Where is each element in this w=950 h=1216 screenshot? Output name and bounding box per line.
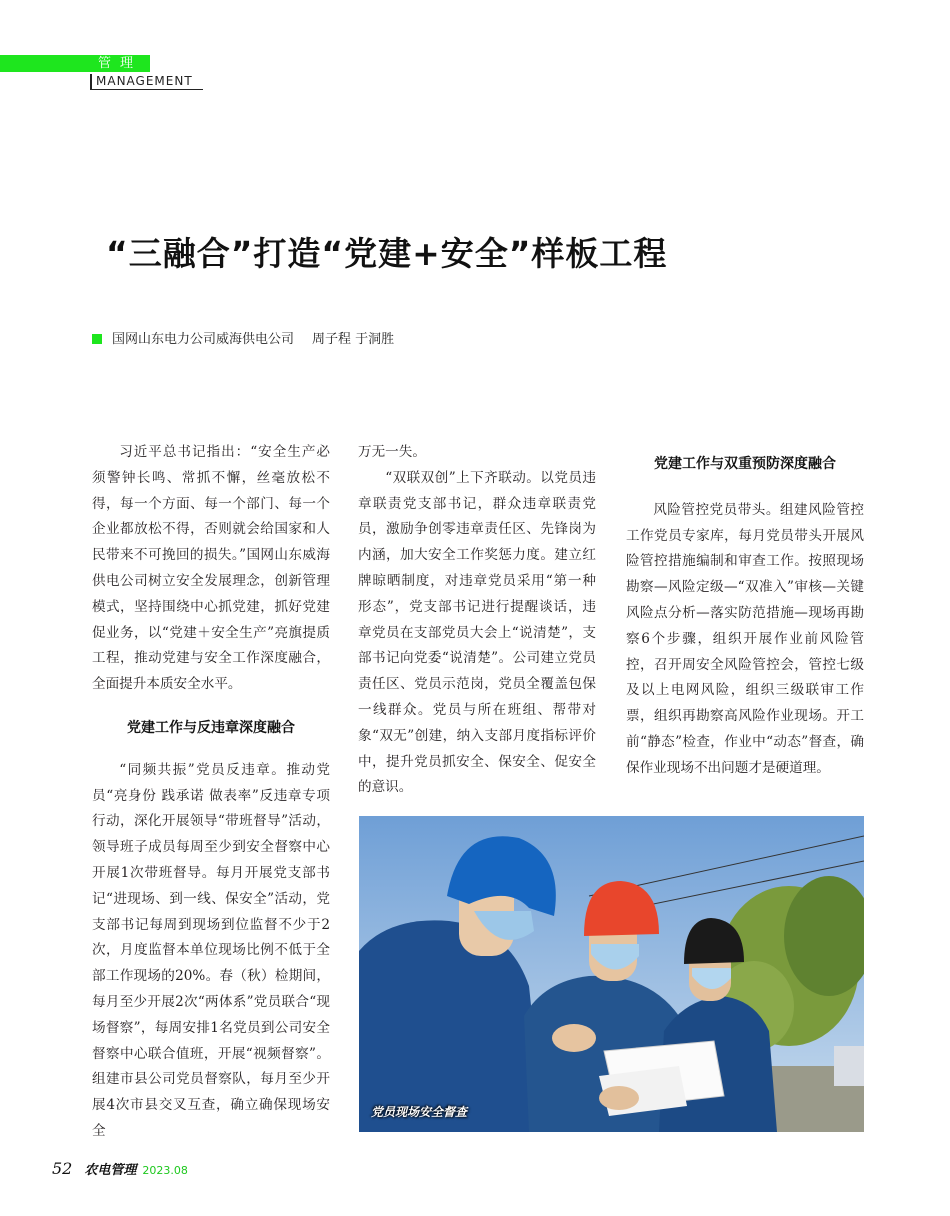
issue-date: 2023.08 bbox=[142, 1164, 188, 1177]
column-2 bbox=[358, 440, 596, 801]
photo-caption: 党员现场安全督查 bbox=[371, 1105, 468, 1119]
page-footer bbox=[52, 1159, 188, 1179]
square-bullet-icon bbox=[92, 334, 102, 344]
paragraph-dual-link: “双联双创”上下齐联动。以党员违章联责党支部书记，群众违章联责党员，激励争创零违章责任区、先锋岗为内涵，加大安全工作奖惩力度。建立红牌晾晒制度，对违章党员采用“第一种形态”，党支部书记进行提醒谈话，违章党员在支部党员大会上“说清楚”，支部书记向党委“说清楚”。公司建立党员责任区、党员示范岗，党员全覆盖包保一线群众。党员与所在班组、帮带对象“双无”创建，纳入支部月度指标评价中，提升党员抓安全、保安全、促安全的意识。 bbox=[358, 469, 596, 796]
article-photo bbox=[359, 816, 864, 1132]
author-organization: 国网山东电力公司威海供电公司 bbox=[112, 332, 295, 347]
column-3 bbox=[626, 440, 864, 782]
paragraph-continued: 万无一失。 bbox=[358, 444, 426, 460]
paragraph-intro: 习近平总书记指出：“安全生产必须警钟长鸣、常抓不懈，丝毫放松不得，每一个方面、每一个部门、每一个企业都放松不得，否则就会给国家和人民带来不可挽回的损失。”国网山东威海供电公司树立安全发展理念，创新管理模式，坚持围绕中心抓党建，抓好党建促业务，以“党建＋安全生产”亮旗提质工程，推动党建与安全工作深度融合，全面提升本质安全水平。 bbox=[92, 444, 330, 693]
section-heading-anti-violation: 党建工作与反违章深度融合 bbox=[127, 719, 295, 736]
workers-inspection-illustration bbox=[359, 816, 864, 1132]
author-names: 周子程 于洞胜 bbox=[312, 332, 395, 347]
article-title: “三融合”打造“党建+安全”样板工程 bbox=[106, 234, 668, 273]
byline bbox=[92, 331, 394, 349]
paragraph-risk-control: 风险管控党员带头。组建风险管控工作党员专家库，每月党员带头开展风险管控措施编制和审查工作。按照现场勘察—风险定级—“双准入”审核—关键风险点分析—落实防范措施—现场再勘察6个步骤，组织开展作业前风险管控，召开周安全风险管控会，管控七级及以上电网风险，组织三级联审工作票，组织再勘察高风险作业现场。开工前“静态”检查，作业中“动态”督查，确保作业现场不出问题才是硬道理。 bbox=[626, 501, 864, 776]
paragraph-resonance: “同频共振”党员反违章。推动党员“亮身份 践承诺 做表率”反违章专项行动，深化开展领导“带班督导”活动，领导班子成员每周至少到安全督察中心开展1次带班督导。每月开展党支部书记“进现场、到一线、保安全”活动，党支部书记每周到现场到位监督不少于2次，月度监督本单位现场比例不低于全部工作现场的20%。春（秋）检期间，每月至少开展2次“两体系”党员联合“现场督察”，每周安排1名党员到公司安全督察中心联合值班，开展“视频督察”。组建市县公司党员督察队，每月至少开展4次市县交叉互查，确立确保现场安全 bbox=[92, 761, 330, 1139]
section-heading-dual-prevention: 党建工作与双重预防深度融合 bbox=[654, 456, 836, 472]
magazine-name: 农电管理 bbox=[84, 1163, 137, 1178]
section-label-en: MANAGEMENT bbox=[90, 74, 203, 90]
column-1 bbox=[92, 440, 330, 1145]
section-label-cn: 管理 bbox=[98, 56, 143, 71]
page-number: 52 bbox=[52, 1159, 73, 1178]
